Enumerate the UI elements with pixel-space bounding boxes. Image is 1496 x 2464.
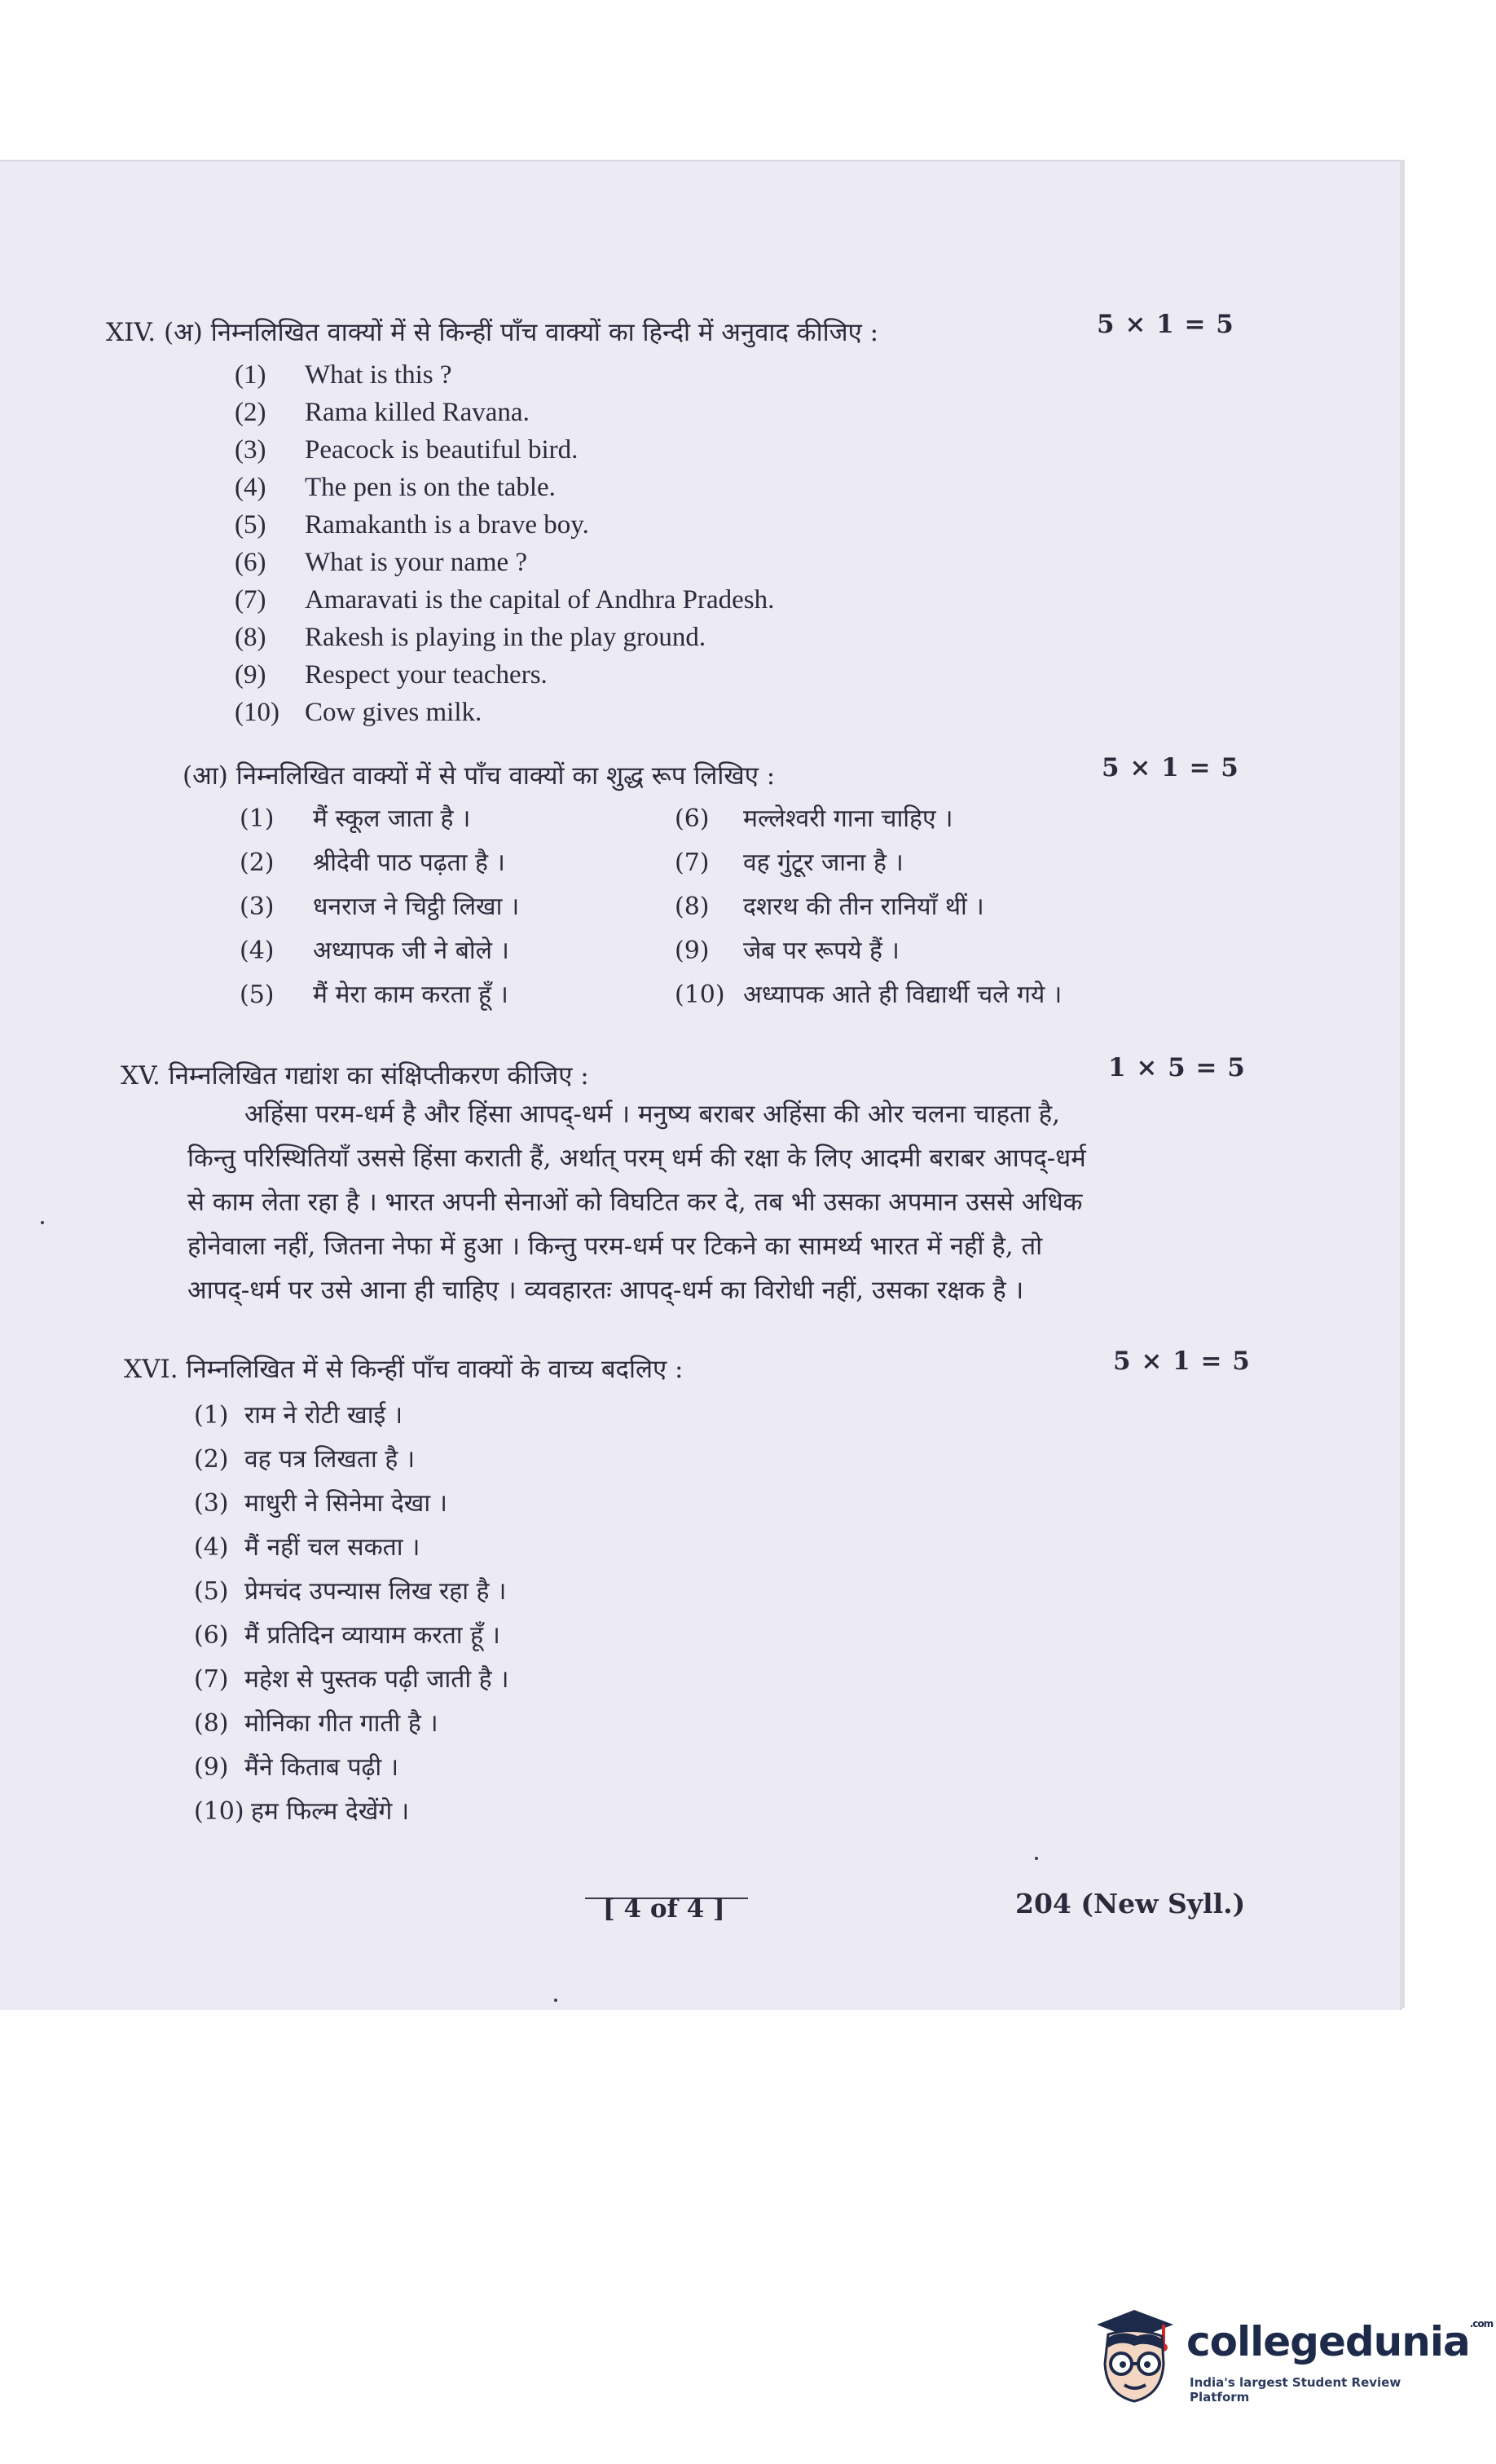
list-item	[235, 548, 527, 578]
logo-name-text: collegedunia	[1186, 2318, 1470, 2365]
q14-a-heading: XIV. (अ) निम्नलिखित वाक्यों में से किन्हीं पाँच वाक्यों का हिन्दी में अनुवाद कीजिए :	[106, 318, 879, 347]
item-text: वह गुंटूर जाना है ।	[743, 849, 904, 877]
list-item	[675, 844, 904, 878]
scan-speck	[554, 1999, 557, 2002]
mascot-icon	[1089, 2307, 1180, 2408]
q15-passage-line: किन्तु परिस्थितियाँ उससे हिंसा कराती हैं, अर्थात् परम् धर्म की रक्षा के लिए आदमी बराबर आपद्-धर्म	[187, 1144, 1086, 1173]
item-number: (3)	[235, 435, 266, 465]
item-number: (10)	[675, 981, 725, 1009]
item-number: (4)	[235, 473, 266, 502]
item-text: मैंने किताब पढ़ी ।	[244, 1753, 399, 1782]
item-text: माधुरी ने सिनेमा देखा ।	[244, 1489, 448, 1518]
item-text: अध्यापक आते ही विद्यार्थी चले गये ।	[743, 981, 1063, 1009]
scan-speck	[1035, 1857, 1038, 1860]
list-item	[675, 932, 900, 966]
item-number: (1)	[235, 360, 266, 390]
q15-marks: 1 × 5 = 5	[1108, 1053, 1246, 1082]
item-number: (8)	[194, 1709, 229, 1738]
item-number: (9)	[675, 937, 710, 965]
item-number: (8)	[675, 893, 710, 921]
q16-heading: XVI. निम्नलिखित में से किन्हीं पाँच वाक्यों के वाच्य बदलिए :	[124, 1355, 684, 1384]
item-number: (7)	[194, 1665, 229, 1694]
list-item	[194, 1397, 403, 1430]
item-text: जेब पर रूपये हैं ।	[743, 937, 900, 965]
item-text: मैं नहीं चल सकता ।	[244, 1533, 420, 1562]
item-text: श्रीदेवी पाठ पढ़ता है ।	[313, 849, 505, 877]
list-item	[240, 800, 470, 834]
list-item	[235, 360, 452, 390]
page-edge	[1400, 160, 1405, 2008]
item-text: राम ने रोटी खाई ।	[244, 1401, 403, 1430]
list-item	[235, 660, 548, 690]
item-number: (5)	[194, 1577, 229, 1606]
list-item	[235, 698, 482, 728]
list-item	[194, 1749, 398, 1783]
item-number: (6)	[675, 804, 710, 833]
item-number: (1)	[240, 804, 275, 833]
q15-heading: XV. निम्नलिखित गद्यांश का संक्षिप्तीकरण कीजिए :	[121, 1061, 589, 1091]
item-text: Rama killed Ravana.	[305, 398, 530, 427]
item-text: मोनिका गीत गाती है ।	[244, 1709, 438, 1738]
logo-wordmark	[1186, 2318, 1493, 2365]
list-item	[194, 1529, 420, 1563]
q15-passage-line: से काम लेता रहा है । भारत अपनी सेनाओं को विघटित कर दे, तब भी उसका अपमान उससे अधिक	[187, 1188, 1083, 1217]
item-number: (4)	[194, 1533, 229, 1562]
item-number: (2)	[240, 849, 275, 877]
item-number: (4)	[240, 937, 275, 965]
q14-b-heading: (आ) निम्नलिखित वाक्यों में से पाँच वाक्यों का शुद्ध रूप लिखिए :	[183, 761, 776, 791]
list-item	[235, 510, 589, 540]
item-text: मैं मेरा काम करता हूँ ।	[313, 981, 508, 1009]
item-number: (1)	[194, 1401, 229, 1430]
item-text: दशरथ की तीन रानियाँ थीं ।	[743, 893, 984, 921]
item-number: (5)	[240, 981, 275, 1009]
list-item	[235, 398, 530, 428]
list-item	[194, 1661, 509, 1695]
list-item	[235, 473, 556, 503]
q14-b-marks: 5 × 1 = 5	[1102, 753, 1239, 782]
item-text: Ramakanth is a brave boy.	[305, 510, 589, 540]
item-number: (8)	[235, 623, 266, 652]
item-text: धनराज ने चिट्ठी लिखा ।	[313, 893, 520, 921]
item-text: Rakesh is playing in the play ground.	[305, 623, 706, 652]
list-item	[194, 1573, 506, 1607]
item-number: (3)	[194, 1489, 229, 1518]
item-number: (9)	[235, 660, 266, 690]
list-item	[240, 844, 505, 878]
item-text: अध्यापक जी ने बोले ।	[313, 937, 509, 965]
item-number: (9)	[194, 1753, 229, 1782]
item-text: मल्लेश्वरी गाना चाहिए ।	[743, 804, 953, 833]
item-text: महेश से पुस्तक पढ़ी जाती है ।	[244, 1665, 509, 1694]
list-item	[235, 585, 774, 615]
q16-marks: 5 × 1 = 5	[1113, 1347, 1251, 1376]
item-number: (3)	[240, 893, 275, 921]
list-item	[194, 1485, 447, 1519]
item-number: (6)	[235, 548, 266, 577]
list-item	[194, 1441, 415, 1474]
item-text: Amaravati is the capital of Andhra Pradesh.	[305, 585, 775, 615]
list-item	[240, 976, 508, 1010]
list-item	[194, 1705, 438, 1739]
list-item	[240, 888, 519, 922]
item-text: वह पत्र लिखता है ।	[244, 1445, 416, 1474]
item-number: (7)	[235, 585, 266, 615]
page-number: [ 4 of 4 ]	[603, 1894, 725, 1924]
list-item	[235, 435, 578, 465]
item-text: The pen is on the table.	[305, 473, 556, 502]
q15-passage	[187, 1092, 1190, 1312]
item-text: प्रेमचंद उपन्यास लिख रहा है ।	[244, 1577, 507, 1606]
scan-speck	[41, 1221, 44, 1224]
list-item	[235, 623, 706, 653]
logo-tld: .com	[1469, 2318, 1494, 2330]
q15-passage-line: अहिंसा परम-धर्म है और हिंसा आपद्-धर्म । मनुष्य बराबर अहिंसा की ओर चलना चाहता है,	[244, 1100, 1060, 1129]
item-text: Respect your teachers.	[305, 660, 548, 690]
item-number: (10)	[235, 698, 279, 727]
item-number: (10)	[194, 1797, 244, 1826]
list-item	[675, 976, 1062, 1010]
item-text: मैं स्कूल जाता है ।	[313, 804, 471, 833]
item-text: What is your name ?	[305, 548, 528, 577]
item-number: (2)	[194, 1445, 229, 1474]
item-text: मैं प्रतिदिन व्यायाम करता हूँ ।	[244, 1621, 500, 1650]
list-item	[194, 1793, 409, 1827]
collegedunia-logo	[1089, 2307, 1494, 2413]
q15-passage-line: आपद्-धर्म पर उसे आना ही चाहिए । व्यवहारतः आपद्-धर्म का विरोधी नहीं, उसका रक्षक है ।	[187, 1276, 1024, 1305]
logo-tagline: India's largest Student Review Platform	[1190, 2375, 1401, 2404]
item-number: (2)	[235, 398, 266, 427]
q15-passage-line: होनेवाला नहीं, जितना नेफा में हुआ । किन्तु परम-धर्म पर टिकने का सामर्थ्य भारत में नहीं है, तो	[187, 1232, 1043, 1261]
list-item	[194, 1617, 500, 1651]
item-text: What is this ?	[305, 360, 452, 390]
list-item	[675, 888, 984, 922]
list-item	[240, 932, 509, 966]
item-number: (7)	[675, 849, 710, 877]
q14-a-marks: 5 × 1 = 5	[1097, 310, 1234, 339]
item-number: (5)	[235, 510, 266, 540]
item-text: Peacock is beautiful bird.	[305, 435, 579, 465]
item-number: (6)	[194, 1621, 229, 1650]
paper-code: 204 (New Syll.)	[1015, 1888, 1246, 1920]
list-item	[675, 800, 953, 834]
item-text: हम फिल्म देखेंगे ।	[251, 1797, 410, 1826]
item-text: Cow gives milk.	[305, 698, 482, 727]
